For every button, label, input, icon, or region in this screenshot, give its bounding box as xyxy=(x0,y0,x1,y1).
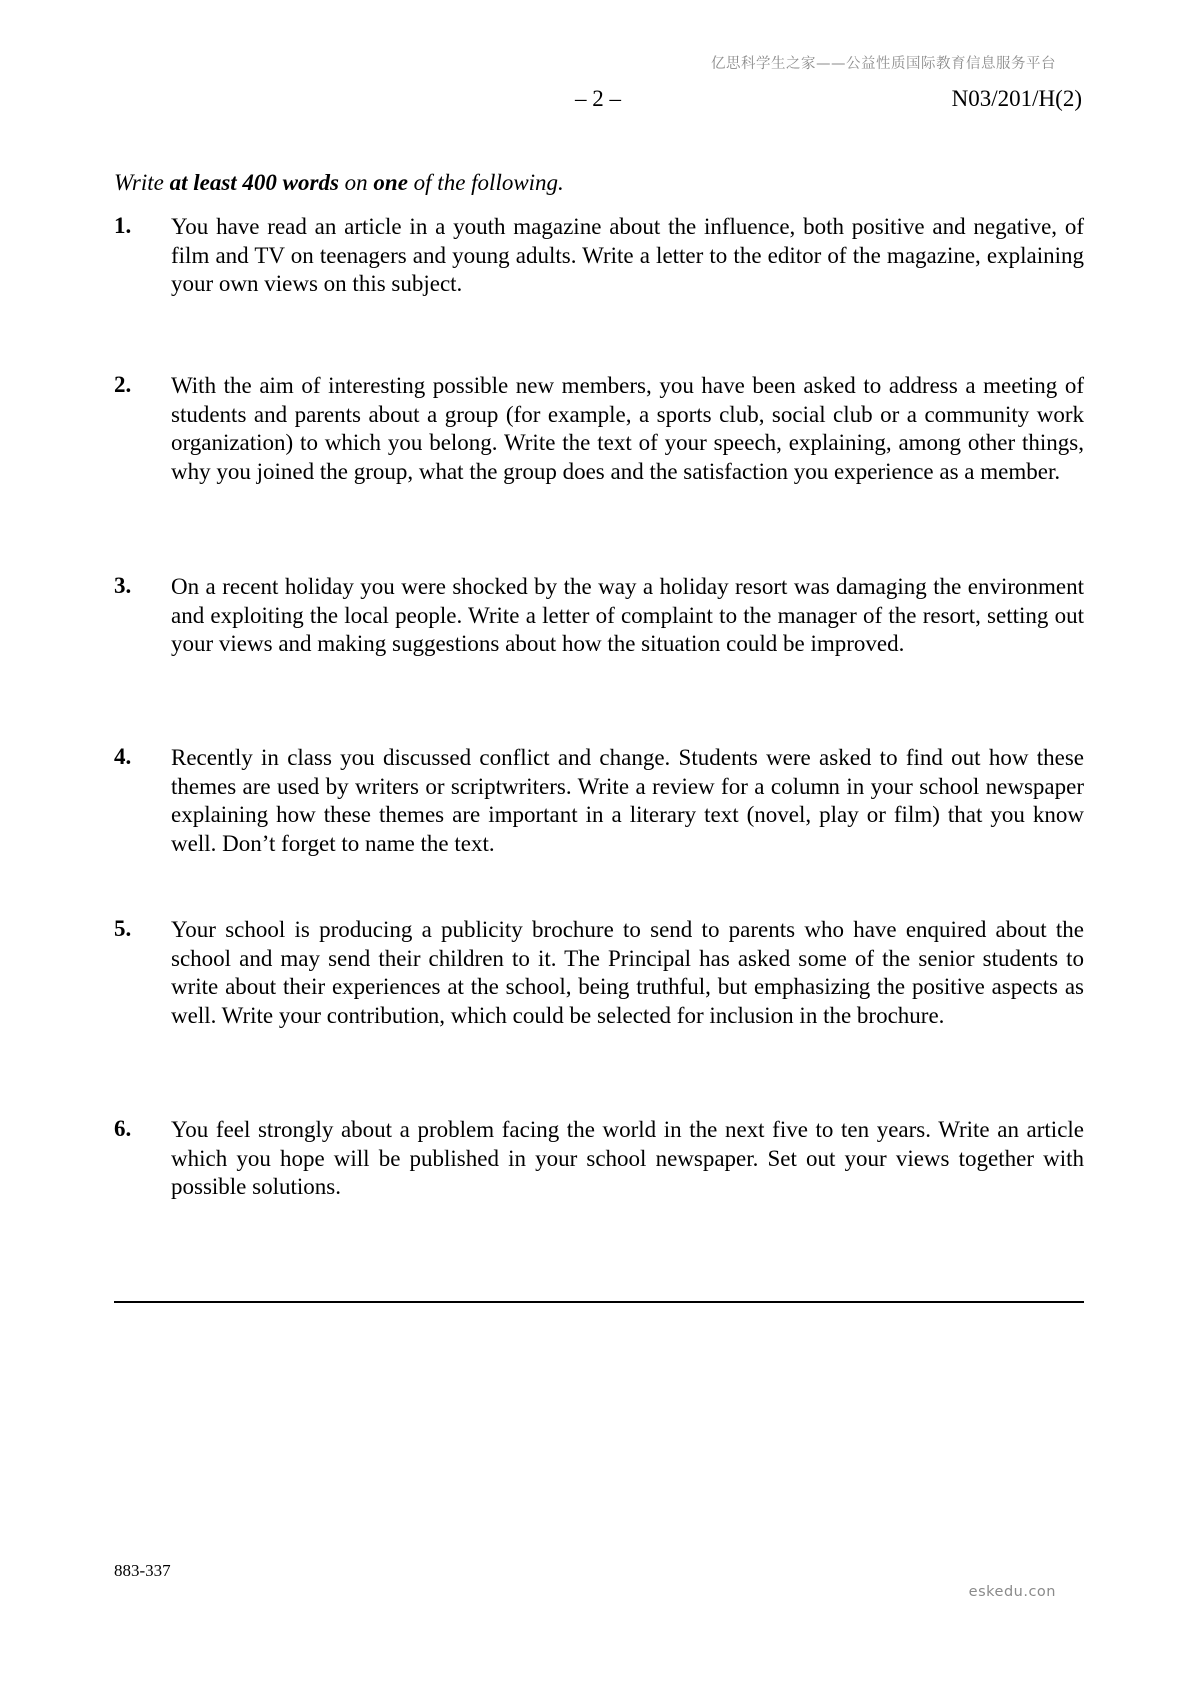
question-1 xyxy=(114,213,1084,299)
question-number: 6. xyxy=(114,1116,132,1141)
question-number: 4. xyxy=(114,744,132,769)
instruction xyxy=(114,170,564,196)
footer-code: 883-337 xyxy=(114,1561,171,1580)
question-4 xyxy=(114,744,1084,858)
question-text: Your school is producing a publicity brochure to send to parents who have enquired about the school and may send their children to it. The Principal has asked some of the senior students to write about their experiences at the school, being truthful, but emphasizing the positive aspects as well. Write your contribution, which could be selected for inclusion in the brochure. xyxy=(171,917,1084,1028)
question-5 xyxy=(114,916,1084,1030)
footer-watermark: eskedu.con xyxy=(968,1584,1056,1600)
question-number: 2. xyxy=(114,372,132,397)
question-2 xyxy=(114,372,1084,486)
question-text: Recently in class you discussed conflict and change. Students were asked to find out how these themes are used by writers or scriptwriters. Write a review for a column in your school newspaper explaining how these themes are important in a literary text (novel, play or film) that you know well. Don’t forget to name the text. xyxy=(171,745,1084,856)
question-text: You feel strongly about a problem facing the world in the next five to ten years. Write an article which you hope will be published in your school newspaper. Set out your views together with possible solutions. xyxy=(171,1117,1084,1200)
question-6 xyxy=(114,1116,1084,1202)
page-number: – 2 – xyxy=(575,86,621,111)
question-number: 1. xyxy=(114,213,132,238)
instruction-text-1: Write xyxy=(114,170,170,195)
question-number: 3. xyxy=(114,573,132,598)
question-text: With the aim of interesting possible new members, you have been asked to address a meeting of students and parents about a group (for example, a sports club, social club or a community work organization) to which you belong. Write the text of your speech, explaining, among other things, why you joined the group, what the group does and the satisfaction you experience as a member. xyxy=(171,373,1084,484)
question-number: 5. xyxy=(114,916,132,941)
paper-code: N03/201/H(2) xyxy=(951,86,1082,111)
instruction-text-2: on xyxy=(338,170,374,195)
end-divider xyxy=(114,1301,1084,1303)
instruction-emphasis-1: at least 400 words xyxy=(169,170,339,195)
header-watermark: 亿思科学生之家——公益性质国际教育信息服务平台 xyxy=(711,56,1056,72)
question-text: On a recent holiday you were shocked by the way a holiday resort was damaging the environment and exploiting the local people. Write a letter of complaint to the manager of the resort, setting out your views and making suggestions about how the situation could be improved. xyxy=(171,574,1084,657)
question-text: You have read an article in a youth magazine about the influence, both positive and negative, of film and TV on teenagers and young adults. Write a letter to the editor of the magazine, explaining your own views on this subject. xyxy=(171,214,1084,297)
instruction-text-3: of the following. xyxy=(407,170,564,195)
instruction-emphasis-2: one xyxy=(373,170,408,195)
question-3 xyxy=(114,573,1084,659)
